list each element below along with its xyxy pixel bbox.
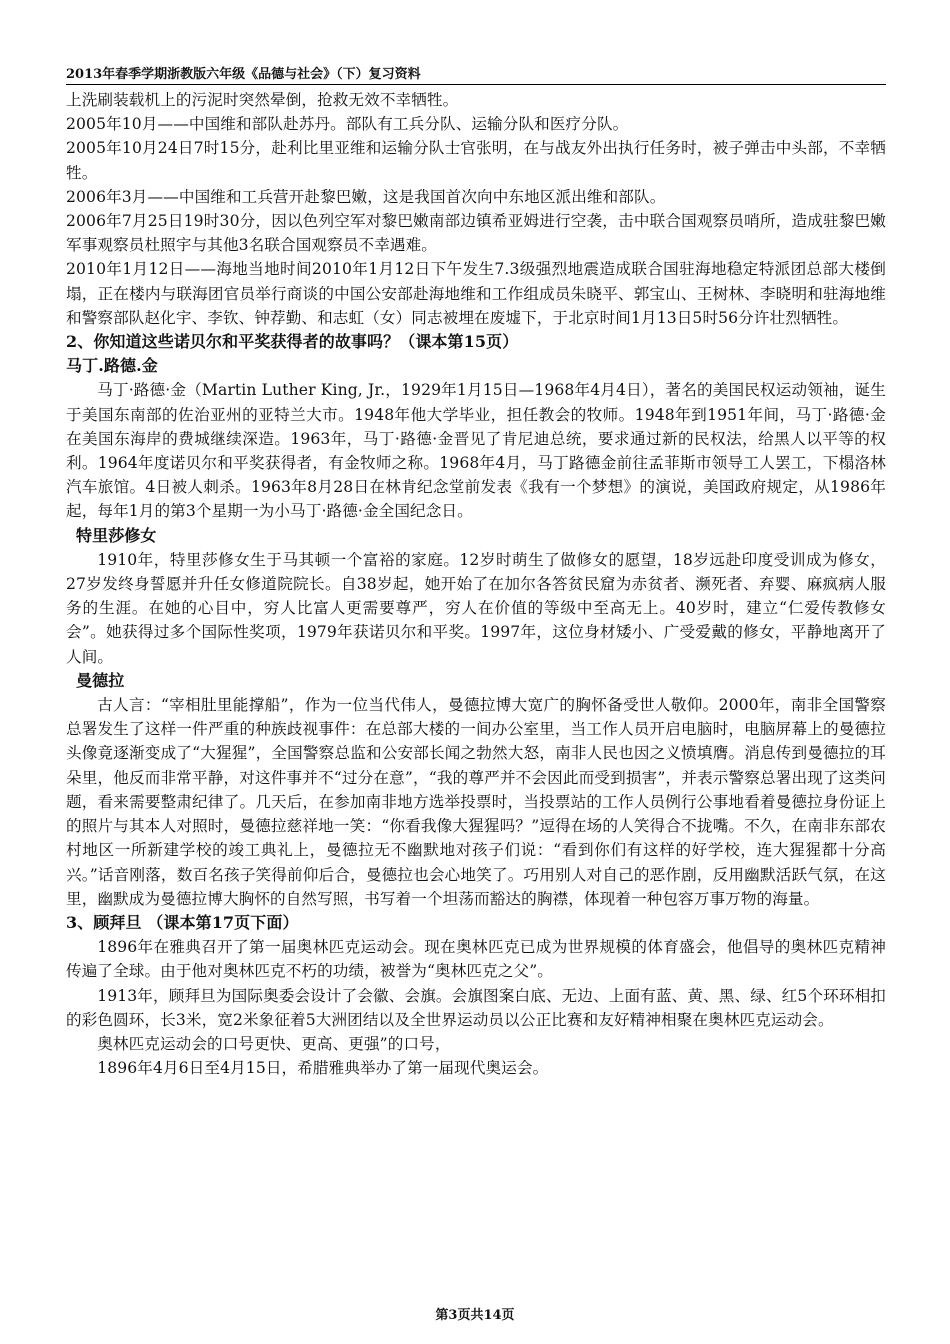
section-heading: 3、顾拜旦 （课本第17页下面）	[66, 912, 299, 932]
body-paragraph: 古人言：“宰相肚里能撑船”，作为一位当代伟人，曼德拉博大宽广的胸怀备受世人敬仰。2000年，南非全国警察总署发生了这样一件严重的种族歧视事件：在总部大楼的一间办公室里，当工作人员开启电脑时，电脑屏幕上的曼德拉头像竟逐渐变成了“大猩猩”，全国警察总监和公安部长闻之勃然大怒，南非人民也因之义愤填膺。消息传到曼德拉的耳朵里，他反而非常平静，对这件事并不“过分在意”，“我的尊严并不会因此而受到损害”，并表示警察总署出现了这类问题，看来需要整肃纪律了。几天后，在参加南非地方选举投票时，当投票站的工作人员例行公事地看着曼德拉身份证上的照片与其本人对照时，曼德拉慈祥地一笑：“你看我像大猩猩吗？”逗得在场的人笑得合不拢嘴。不久，在南非东部农村地区一所新建学校的竣工典礼上，曼德拉无不幽默地对孩子们说：“看到你们有这样的好学校，连大猩猩都十分高兴。”话音刚落，数百名孩子笑得前仰后合，曼德拉也会心地笑了。巧用别人对自己的恶作剧，反用幽默活跃气氛，在这里，幽默成为曼德拉博大胸怀的自然写照，书写着一个坦荡而豁达的胸襟，体现着一种包容万事万物的海量。	[66, 696, 886, 908]
section-heading: 2、你知道这些诺贝尔和平奖获得者的故事吗？（课本第15页）	[66, 332, 519, 352]
body-paragraph: 2005年10月——中国维和部队赴苏丹。部队有工兵分队、运输分队和医疗分队。	[66, 115, 629, 134]
body-paragraph: 奥林匹克运动会的口号更快、更高、更强”的口号，	[97, 1034, 451, 1053]
body-paragraph: 1896年在雅典召开了第一届奥林匹克运动会。现在奥林匹克已成为世界规模的体育盛会，他倡导的奥林匹克精神传遍了全球。由于他对奥林匹克不朽的功绩，被誉为“奥林匹克之父”。	[66, 938, 886, 981]
page-header: 2013年春季学期浙教版六年级《品德与社会》（下）复习资料	[66, 66, 886, 85]
body-paragraph: 马丁·路德·金（Martin Luther King, Jr.，1929年1月15日—1968年4月4日），著名的美国民权运动领袖，诞生于美国东南部的佐治亚州的亚特兰大市。1948年他大学毕业，担任教会的牧师。1948年到1951年间，马丁·路德·金在美国东海岸的费城继续深造。1963年，马丁·路德·金晋见了肯尼迪总统，要求通过新的民权法，给黑人以平等的权利。1964年度诺贝尔和平奖获得者，有金牧师之称。1968年4月，马丁路德金前往孟菲斯市领导工人罢工，下榻洛林汽车旅馆。4日被人刺杀。1963年8月28日在林肯纪念堂前发表《我有一个梦想》的演说，美国政府规定，从1986年起，每年1月的第3个星期一为小马丁·路德·金全国纪念日。	[66, 381, 886, 521]
document-body	[66, 88, 886, 1080]
subsection-heading: 特里莎修女	[76, 525, 157, 545]
body-paragraph: 1910年，特里莎修女生于马其顿一个富裕的家庭。12岁时萌生了做修女的愿望，18岁远赴印度受训成为修女，27岁发终身誓愿并升任女修道院院长。自38岁起，她开始了在加尔各答贫民窟为赤贫者、濒死者、弃婴、麻疯病人服务的生涯。在她的心目中，穷人比富人更需要尊严，穷人在价值的等级中至高无上。40岁时，建立“仁爱传教修女会”。她获得过多个国际性奖项，1979年获诺贝尔和平奖。1997年，这位身材矮小、广受爱戴的修女，平静地离开了人间。	[66, 550, 886, 666]
body-paragraph: 2006年3月——中国维和工兵营开赴黎巴嫩，这是我国首次向中东地区派出维和部队。	[66, 187, 666, 206]
body-paragraph: 1913年，顾拜旦为国际奥委会设计了会徽、会旗。会旗图案白底、无边、上面有蓝、黄、黑、绿、红5个环环相扣的彩色圆环，长3米，宽2米象征着5大洲团结以及全世界运动员以公正比赛和友好精神相聚在奥林匹克运动会。	[66, 986, 886, 1029]
body-paragraph: 2006年7月25日19时30分，因以色列空军对黎巴嫩南部边镇希亚姆进行空袭，击中联合国观察员哨所，造成驻黎巴嫩军事观察员杜照宇与其他3名联合国观察员不幸遇难。	[66, 212, 886, 255]
body-paragraph: 1896年4月6日至4月15日，希腊雅典举办了第一届现代奥运会。	[97, 1059, 549, 1078]
body-paragraph: 2005年10月24日7时15分，赴利比里亚维和运输分队士官张明，在与战友外出执行任务时，被子弹击中头部，不幸牺牲。	[66, 139, 886, 182]
subsection-heading: 马丁.路德.金	[66, 356, 158, 376]
subsection-heading: 曼德拉	[76, 670, 125, 690]
body-paragraph: 2010年1月12日——海地当地时间2010年1月12日下午发生7.3级强烈地震造成联合国驻海地稳定特派团总部大楼倒塌，正在楼内与联海团官员举行商谈的中国公安部赴海地维和工作组成员朱晓平、郭宝山、王树林、李晓明和驻海地维和警察部队赵化宇、李钦、钟荐勤、和志虹（女）同志被埋在废墟下，于北京时间1月13日5时56分许壮烈牺牲。	[66, 260, 886, 327]
body-paragraph: 上洗刷装载机上的污泥时突然晕倒，抢救无效不幸牺牲。	[66, 91, 459, 109]
page-footer: 第3页共14页	[435, 1308, 515, 1323]
